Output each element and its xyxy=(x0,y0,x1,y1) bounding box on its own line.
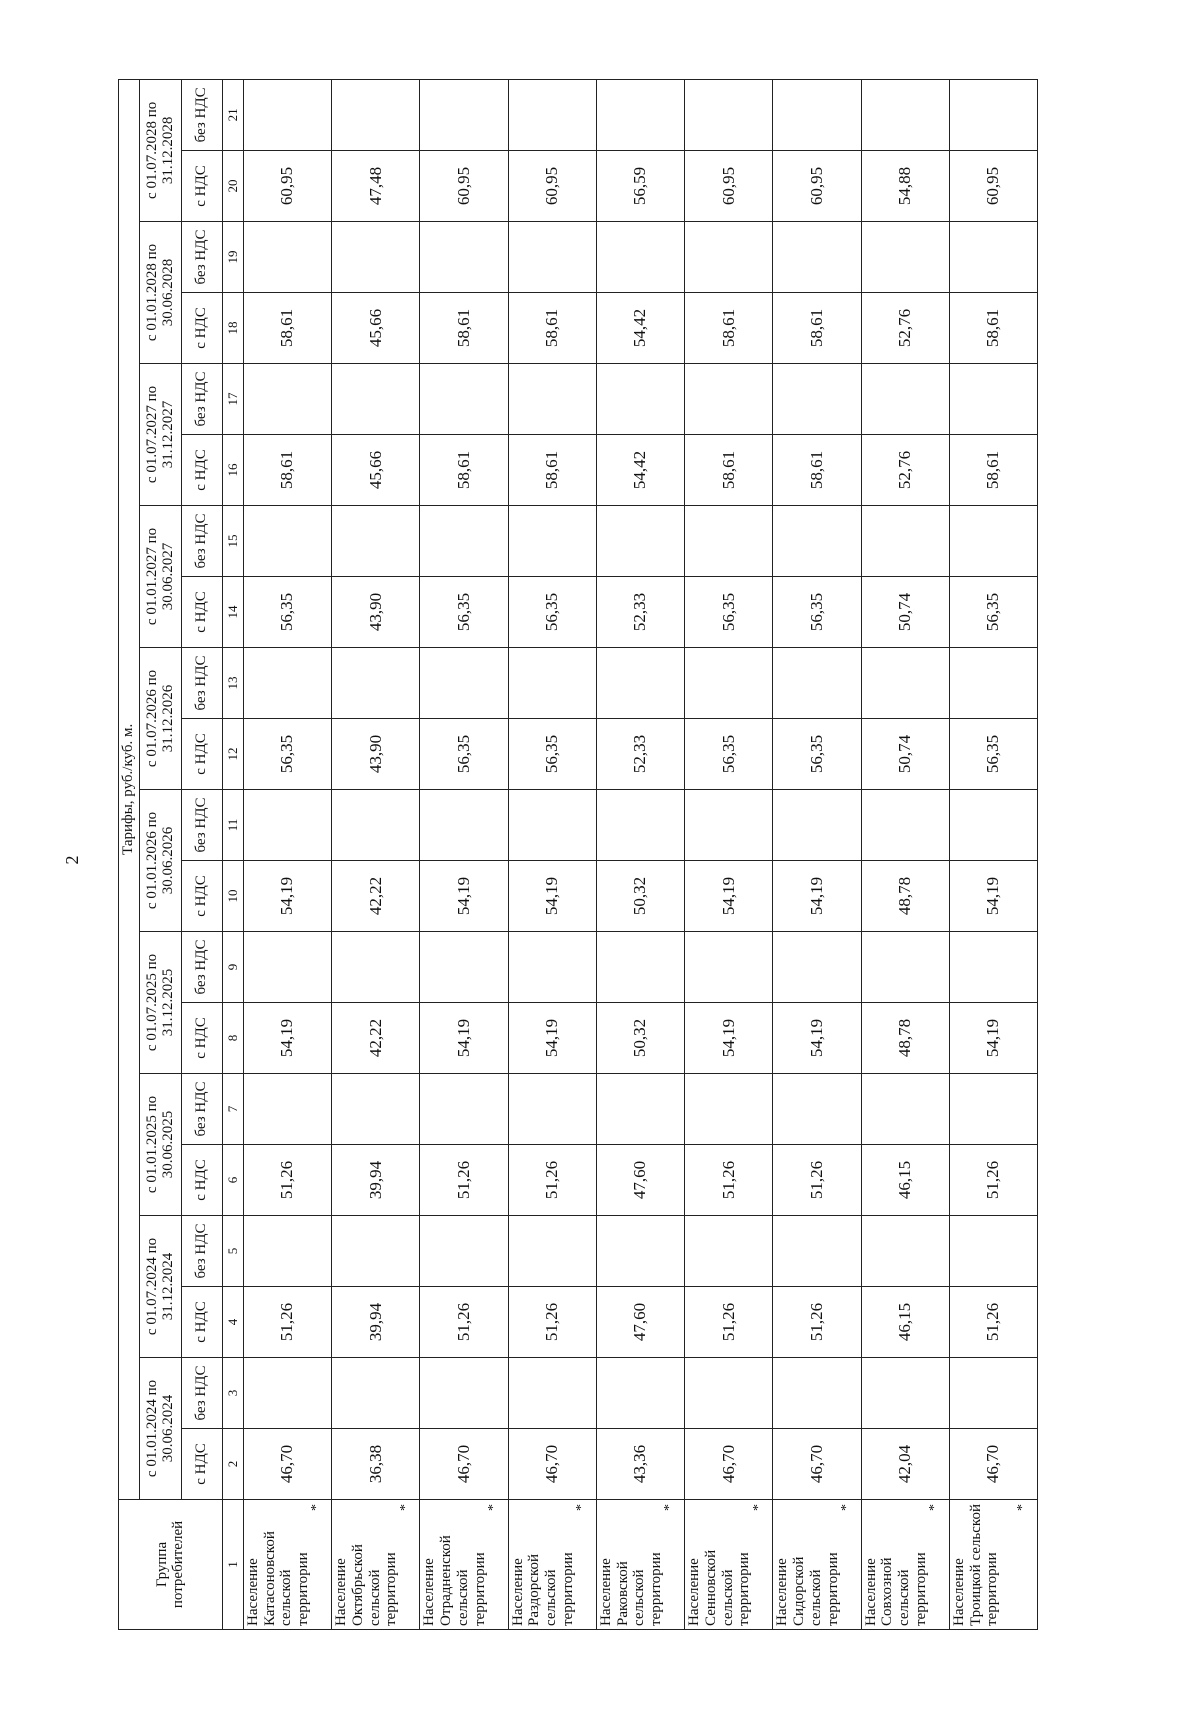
tariff-without-vat xyxy=(420,1074,508,1145)
tariff-without-vat xyxy=(243,1074,331,1145)
tariff-without-vat xyxy=(685,222,773,293)
tariff-with-vat: 56,35 xyxy=(420,577,508,648)
column-number: 15 xyxy=(223,506,243,577)
with-vat-header: с НДС xyxy=(181,1429,223,1500)
column-number: 7 xyxy=(223,1074,243,1145)
tariff-without-vat xyxy=(596,222,684,293)
column-number: 13 xyxy=(223,648,243,719)
tariff-with-vat: 56,35 xyxy=(685,577,773,648)
consumer-cell xyxy=(861,1500,949,1630)
without-vat-header: без НДС xyxy=(181,1074,223,1145)
footnote-mark: * xyxy=(309,1504,325,1511)
tariff-with-vat: 54,19 xyxy=(685,861,773,932)
tariff-without-vat xyxy=(949,932,1037,1003)
tariff-with-vat: 46,70 xyxy=(508,1429,596,1500)
consumer-name: Население Раковской сельской территории xyxy=(597,1552,665,1626)
column-number: 16 xyxy=(223,435,243,506)
tariff-without-vat xyxy=(420,1358,508,1429)
with-vat-header: с НДС xyxy=(181,1287,223,1358)
tariff-with-vat: 39,94 xyxy=(332,1287,420,1358)
tariff-with-vat: 58,61 xyxy=(949,293,1037,364)
tariff-without-vat xyxy=(596,790,684,861)
tariff-without-vat xyxy=(243,1216,331,1287)
tariff-with-vat: 46,70 xyxy=(773,1429,861,1500)
tariff-with-vat: 54,19 xyxy=(243,861,331,932)
table-row xyxy=(420,79,508,1629)
tariff-with-vat: 51,26 xyxy=(420,1145,508,1216)
tariff-without-vat xyxy=(243,648,331,719)
period-header: с 01.07.2026 по 31.12.2026 xyxy=(140,648,182,790)
tariff-with-vat: 50,74 xyxy=(861,719,949,790)
consumer-name: Население Сидорской сельской территории xyxy=(774,1552,841,1626)
tariff-without-vat xyxy=(949,79,1037,150)
table-row xyxy=(508,79,596,1629)
column-number: 19 xyxy=(223,222,243,293)
period-header: с 01.01.2027 по 30.06.2027 xyxy=(140,506,182,648)
period-header: с 01.01.2026 по 30.06.2026 xyxy=(140,790,182,932)
tariff-without-vat xyxy=(420,932,508,1003)
tariff-without-vat xyxy=(861,364,949,435)
tariff-without-vat xyxy=(685,790,773,861)
tariff-without-vat xyxy=(508,506,596,577)
consumer-name: Население Раздорской сельской территории xyxy=(509,1552,576,1626)
tariff-with-vat: 58,61 xyxy=(508,293,596,364)
column-number: 17 xyxy=(223,364,243,435)
tariff-without-vat xyxy=(508,79,596,150)
tariff-with-vat: 60,95 xyxy=(773,151,861,222)
with-vat-header: с НДС xyxy=(181,1145,223,1216)
tariff-with-vat: 58,61 xyxy=(773,435,861,506)
with-vat-header: с НДС xyxy=(181,719,223,790)
tariff-without-vat xyxy=(685,506,773,577)
with-vat-header: с НДС xyxy=(181,1003,223,1074)
tariff-with-vat: 60,95 xyxy=(243,151,331,222)
tariff-with-vat: 56,35 xyxy=(949,577,1037,648)
tariff-without-vat xyxy=(332,1358,420,1429)
column-number: 8 xyxy=(223,1003,243,1074)
tariff-with-vat: 51,26 xyxy=(420,1287,508,1358)
tariff-with-vat: 60,95 xyxy=(508,151,596,222)
tariff-with-vat: 56,35 xyxy=(685,719,773,790)
without-vat-header: без НДС xyxy=(181,932,223,1003)
tariff-without-vat xyxy=(861,1216,949,1287)
tariff-without-vat xyxy=(420,79,508,150)
tariff-without-vat xyxy=(949,790,1037,861)
tariff-with-vat: 51,26 xyxy=(508,1287,596,1358)
footnote-mark: * xyxy=(750,1504,766,1511)
column-number: 10 xyxy=(223,861,243,932)
tariff-without-vat xyxy=(949,506,1037,577)
column-number: 6 xyxy=(223,1145,243,1216)
tariff-with-vat: 46,70 xyxy=(243,1429,331,1500)
tariff-with-vat: 39,94 xyxy=(332,1145,420,1216)
tariff-without-vat xyxy=(949,364,1037,435)
tariff-with-vat: 42,22 xyxy=(332,861,420,932)
tariff-with-vat: 54,19 xyxy=(949,861,1037,932)
tariff-without-vat xyxy=(949,648,1037,719)
tariff-without-vat xyxy=(596,506,684,577)
tariff-without-vat xyxy=(243,932,331,1003)
tariff-without-vat xyxy=(861,506,949,577)
tariff-with-vat: 46,70 xyxy=(420,1429,508,1500)
tariff-without-vat xyxy=(596,364,684,435)
tariff-without-vat xyxy=(949,222,1037,293)
column-number: 11 xyxy=(223,790,243,861)
consumer-name: Население Сенновской сельской территории xyxy=(686,1549,753,1626)
tariff-with-vat: 51,26 xyxy=(949,1145,1037,1216)
tariff-with-vat: 58,61 xyxy=(243,435,331,506)
tariff-with-vat: 56,35 xyxy=(508,719,596,790)
consumer-cell xyxy=(243,1500,331,1630)
tariff-with-vat: 46,70 xyxy=(685,1429,773,1500)
tariff-without-vat xyxy=(332,364,420,435)
tariff-with-vat: 54,19 xyxy=(949,1003,1037,1074)
tariff-with-vat: 54,19 xyxy=(773,1003,861,1074)
footnote-mark: * xyxy=(1015,1504,1031,1511)
column-number: 3 xyxy=(223,1358,243,1429)
tariff-without-vat xyxy=(773,222,861,293)
page-number: 2 xyxy=(62,855,82,865)
tariff-without-vat xyxy=(332,1216,420,1287)
tariff-without-vat xyxy=(861,648,949,719)
tariff-without-vat xyxy=(420,1216,508,1287)
tariff-with-vat: 52,76 xyxy=(861,435,949,506)
column-number: 18 xyxy=(223,293,243,364)
tariff-with-vat: 58,61 xyxy=(685,293,773,364)
period-header: с 01.01.2028 по 30.06.2028 xyxy=(140,222,182,364)
consumer-cell xyxy=(508,1500,596,1630)
tariff-without-vat xyxy=(949,1358,1037,1429)
without-vat-header: без НДС xyxy=(181,222,223,293)
tariff-without-vat xyxy=(332,506,420,577)
tariff-with-vat: 54,42 xyxy=(596,293,684,364)
tariff-without-vat xyxy=(949,1216,1037,1287)
tariff-without-vat xyxy=(949,1074,1037,1145)
tariff-without-vat xyxy=(596,79,684,150)
tariff-with-vat: 46,15 xyxy=(861,1287,949,1358)
tariff-with-vat: 52,33 xyxy=(596,719,684,790)
table-row xyxy=(596,79,684,1629)
consumer-name: Население Октябрьской сельской территории xyxy=(333,1544,400,1626)
tariff-without-vat xyxy=(773,506,861,577)
period-header: с 01.01.2024 по 30.06.2024 xyxy=(140,1358,182,1500)
tariff-with-vat: 36,38 xyxy=(332,1429,420,1500)
footnote-mark: * xyxy=(927,1504,943,1511)
tariff-with-vat: 58,61 xyxy=(243,293,331,364)
tariff-with-vat: 56,35 xyxy=(420,719,508,790)
tariff-with-vat: 54,19 xyxy=(420,1003,508,1074)
tariff-with-vat: 47,60 xyxy=(596,1145,684,1216)
with-vat-header: с НДС xyxy=(181,293,223,364)
tariff-without-vat xyxy=(596,1074,684,1145)
without-vat-header: без НДС xyxy=(181,790,223,861)
tariff-with-vat: 54,42 xyxy=(596,435,684,506)
consumer-name: Население Отрадненской сельской территории xyxy=(421,1535,488,1626)
consumer-cell xyxy=(949,1500,1037,1630)
table-row xyxy=(949,79,1037,1629)
group-header: Группа потребителей xyxy=(119,1500,223,1630)
tariff-with-vat: 58,61 xyxy=(685,435,773,506)
tariff-without-vat xyxy=(861,1074,949,1145)
tariff-without-vat xyxy=(861,79,949,150)
without-vat-header: без НДС xyxy=(181,506,223,577)
tariff-with-vat: 56,35 xyxy=(243,719,331,790)
tariff-without-vat xyxy=(861,222,949,293)
tariff-without-vat xyxy=(596,932,684,1003)
tariff-without-vat xyxy=(773,932,861,1003)
tariff-without-vat xyxy=(596,1216,684,1287)
consumer-cell xyxy=(685,1500,773,1630)
tariff-without-vat xyxy=(685,1074,773,1145)
tariff-table-rotated xyxy=(118,80,1038,1630)
tariff-with-vat: 43,36 xyxy=(596,1429,684,1500)
tariff-without-vat xyxy=(861,790,949,861)
period-header: с 01.07.2025 по 31.12.2025 xyxy=(140,932,182,1074)
column-number: 9 xyxy=(223,932,243,1003)
tariff-without-vat xyxy=(861,932,949,1003)
tariff-with-vat: 42,22 xyxy=(332,1003,420,1074)
tariff-without-vat xyxy=(685,79,773,150)
without-vat-header: без НДС xyxy=(181,79,223,150)
tariff-with-vat: 48,78 xyxy=(861,861,949,932)
tariff-with-vat: 54,19 xyxy=(243,1003,331,1074)
tariff-with-vat: 50,32 xyxy=(596,861,684,932)
tariff-without-vat xyxy=(332,932,420,1003)
tariff-with-vat: 43,90 xyxy=(332,577,420,648)
tariff-with-vat: 58,61 xyxy=(949,435,1037,506)
footnote-mark: * xyxy=(662,1504,678,1511)
column-number: 21 xyxy=(223,79,243,150)
tariff-without-vat xyxy=(773,648,861,719)
consumer-cell xyxy=(420,1500,508,1630)
tariff-without-vat xyxy=(508,790,596,861)
tariff-without-vat xyxy=(508,932,596,1003)
without-vat-header: без НДС xyxy=(181,1216,223,1287)
tariff-without-vat xyxy=(685,932,773,1003)
tariff-with-vat: 47,48 xyxy=(332,151,420,222)
tariff-without-vat xyxy=(332,790,420,861)
tariff-with-vat: 51,26 xyxy=(949,1287,1037,1358)
column-number: 12 xyxy=(223,719,243,790)
tariffs-header: Тарифы, руб./куб. м. xyxy=(119,79,140,1499)
without-vat-header: без НДС xyxy=(181,1358,223,1429)
table-row xyxy=(332,79,420,1629)
tariff-without-vat xyxy=(508,1074,596,1145)
tariff-without-vat xyxy=(685,1358,773,1429)
tariff-without-vat xyxy=(773,364,861,435)
tariff-with-vat: 56,35 xyxy=(949,719,1037,790)
tariff-with-vat: 60,95 xyxy=(949,151,1037,222)
tariff-with-vat: 47,60 xyxy=(596,1287,684,1358)
period-header: с 01.07.2028 по 31.12.2028 xyxy=(140,79,182,221)
tariff-with-vat: 56,35 xyxy=(243,577,331,648)
tariff-with-vat: 56,59 xyxy=(596,151,684,222)
table-row xyxy=(861,79,949,1629)
tariff-with-vat: 51,26 xyxy=(773,1287,861,1358)
tariff-with-vat: 60,95 xyxy=(685,151,773,222)
tariff-without-vat xyxy=(332,222,420,293)
tariff-without-vat xyxy=(773,790,861,861)
tariff-without-vat xyxy=(243,222,331,293)
tariff-with-vat: 46,70 xyxy=(949,1429,1037,1500)
tariff-without-vat xyxy=(773,79,861,150)
tariff-without-vat xyxy=(243,506,331,577)
tariff-without-vat xyxy=(243,79,331,150)
tariff-with-vat: 51,26 xyxy=(243,1287,331,1358)
tariff-without-vat xyxy=(508,222,596,293)
footnote-mark: * xyxy=(574,1504,590,1511)
with-vat-header: с НДС xyxy=(181,151,223,222)
tariff-with-vat: 58,61 xyxy=(508,435,596,506)
tariff-with-vat: 56,35 xyxy=(773,719,861,790)
tariff-without-vat xyxy=(508,1358,596,1429)
column-number: 14 xyxy=(223,577,243,648)
tariff-with-vat: 54,19 xyxy=(420,861,508,932)
tariff-table xyxy=(118,79,1038,1630)
without-vat-header: без НДС xyxy=(181,364,223,435)
with-vat-header: с НДС xyxy=(181,435,223,506)
tariff-without-vat xyxy=(508,1216,596,1287)
table-row xyxy=(773,79,861,1629)
tariff-without-vat xyxy=(861,1358,949,1429)
column-number: 2 xyxy=(223,1429,243,1500)
tariff-with-vat: 54,88 xyxy=(861,151,949,222)
tariff-without-vat xyxy=(773,1074,861,1145)
tariff-with-vat: 45,66 xyxy=(332,435,420,506)
tariff-without-vat xyxy=(332,79,420,150)
tariff-with-vat: 46,15 xyxy=(861,1145,949,1216)
tariff-without-vat xyxy=(596,1358,684,1429)
tariff-with-vat: 43,90 xyxy=(332,719,420,790)
footnote-mark: * xyxy=(397,1504,413,1511)
tariff-with-vat: 51,26 xyxy=(508,1145,596,1216)
tariff-with-vat: 45,66 xyxy=(332,293,420,364)
tariff-with-vat: 48,78 xyxy=(861,1003,949,1074)
tariff-with-vat: 50,32 xyxy=(596,1003,684,1074)
tariff-without-vat xyxy=(332,648,420,719)
tariff-with-vat: 51,26 xyxy=(243,1145,331,1216)
tariff-without-vat xyxy=(332,1074,420,1145)
tariff-without-vat xyxy=(508,648,596,719)
tariff-with-vat: 60,95 xyxy=(420,151,508,222)
footnote-mark: * xyxy=(838,1504,854,1511)
tariff-without-vat xyxy=(420,648,508,719)
tariff-with-vat: 58,61 xyxy=(420,293,508,364)
consumer-name: Население Троицкой сельской территории xyxy=(950,1504,1001,1626)
consumer-cell xyxy=(773,1500,861,1630)
period-header: с 01.07.2024 по 31.12.2024 xyxy=(140,1216,182,1358)
tariff-with-vat: 54,19 xyxy=(508,861,596,932)
tariff-without-vat xyxy=(773,1358,861,1429)
tariff-with-vat: 51,26 xyxy=(773,1145,861,1216)
tariff-with-vat: 52,33 xyxy=(596,577,684,648)
tariff-without-vat xyxy=(773,1216,861,1287)
tariff-without-vat xyxy=(243,790,331,861)
consumer-cell xyxy=(596,1500,684,1630)
tariff-without-vat xyxy=(420,790,508,861)
period-header: с 01.01.2025 по 30.06.2025 xyxy=(140,1074,182,1216)
tariff-with-vat: 51,26 xyxy=(685,1145,773,1216)
column-number: 1 xyxy=(223,1500,243,1630)
with-vat-header: с НДС xyxy=(181,861,223,932)
tariff-without-vat xyxy=(420,364,508,435)
tariff-without-vat xyxy=(508,364,596,435)
tariff-without-vat xyxy=(243,1358,331,1429)
tariff-without-vat xyxy=(243,364,331,435)
column-number: 20 xyxy=(223,151,243,222)
tariff-with-vat: 56,35 xyxy=(508,577,596,648)
tariff-without-vat xyxy=(685,364,773,435)
tariff-with-vat: 52,76 xyxy=(861,293,949,364)
tariff-with-vat: 56,35 xyxy=(773,577,861,648)
tariff-with-vat: 51,26 xyxy=(685,1287,773,1358)
consumer-name: Население Катасоновской сельской территории xyxy=(244,1531,312,1626)
without-vat-header: без НДС xyxy=(181,648,223,719)
with-vat-header: с НДС xyxy=(181,577,223,648)
tariff-without-vat xyxy=(685,1216,773,1287)
tariff-with-vat: 54,19 xyxy=(773,861,861,932)
column-number: 4 xyxy=(223,1287,243,1358)
period-header: с 01.07.2027 по 31.12.2027 xyxy=(140,364,182,506)
tariff-without-vat xyxy=(420,506,508,577)
tariff-with-vat: 54,19 xyxy=(508,1003,596,1074)
tariff-without-vat xyxy=(420,222,508,293)
footnote-mark: * xyxy=(485,1504,501,1511)
consumer-name: Население Совхозной сельской территории xyxy=(862,1552,929,1626)
consumer-cell xyxy=(332,1500,420,1630)
tariff-with-vat: 58,61 xyxy=(773,293,861,364)
table-row xyxy=(685,79,773,1629)
tariff-with-vat: 54,19 xyxy=(685,1003,773,1074)
tariff-without-vat xyxy=(685,648,773,719)
table-row xyxy=(243,79,331,1629)
tariff-with-vat: 58,61 xyxy=(420,435,508,506)
tariff-with-vat: 42,04 xyxy=(861,1429,949,1500)
tariff-without-vat xyxy=(596,648,684,719)
tariff-with-vat: 50,74 xyxy=(861,577,949,648)
column-number: 5 xyxy=(223,1216,243,1287)
